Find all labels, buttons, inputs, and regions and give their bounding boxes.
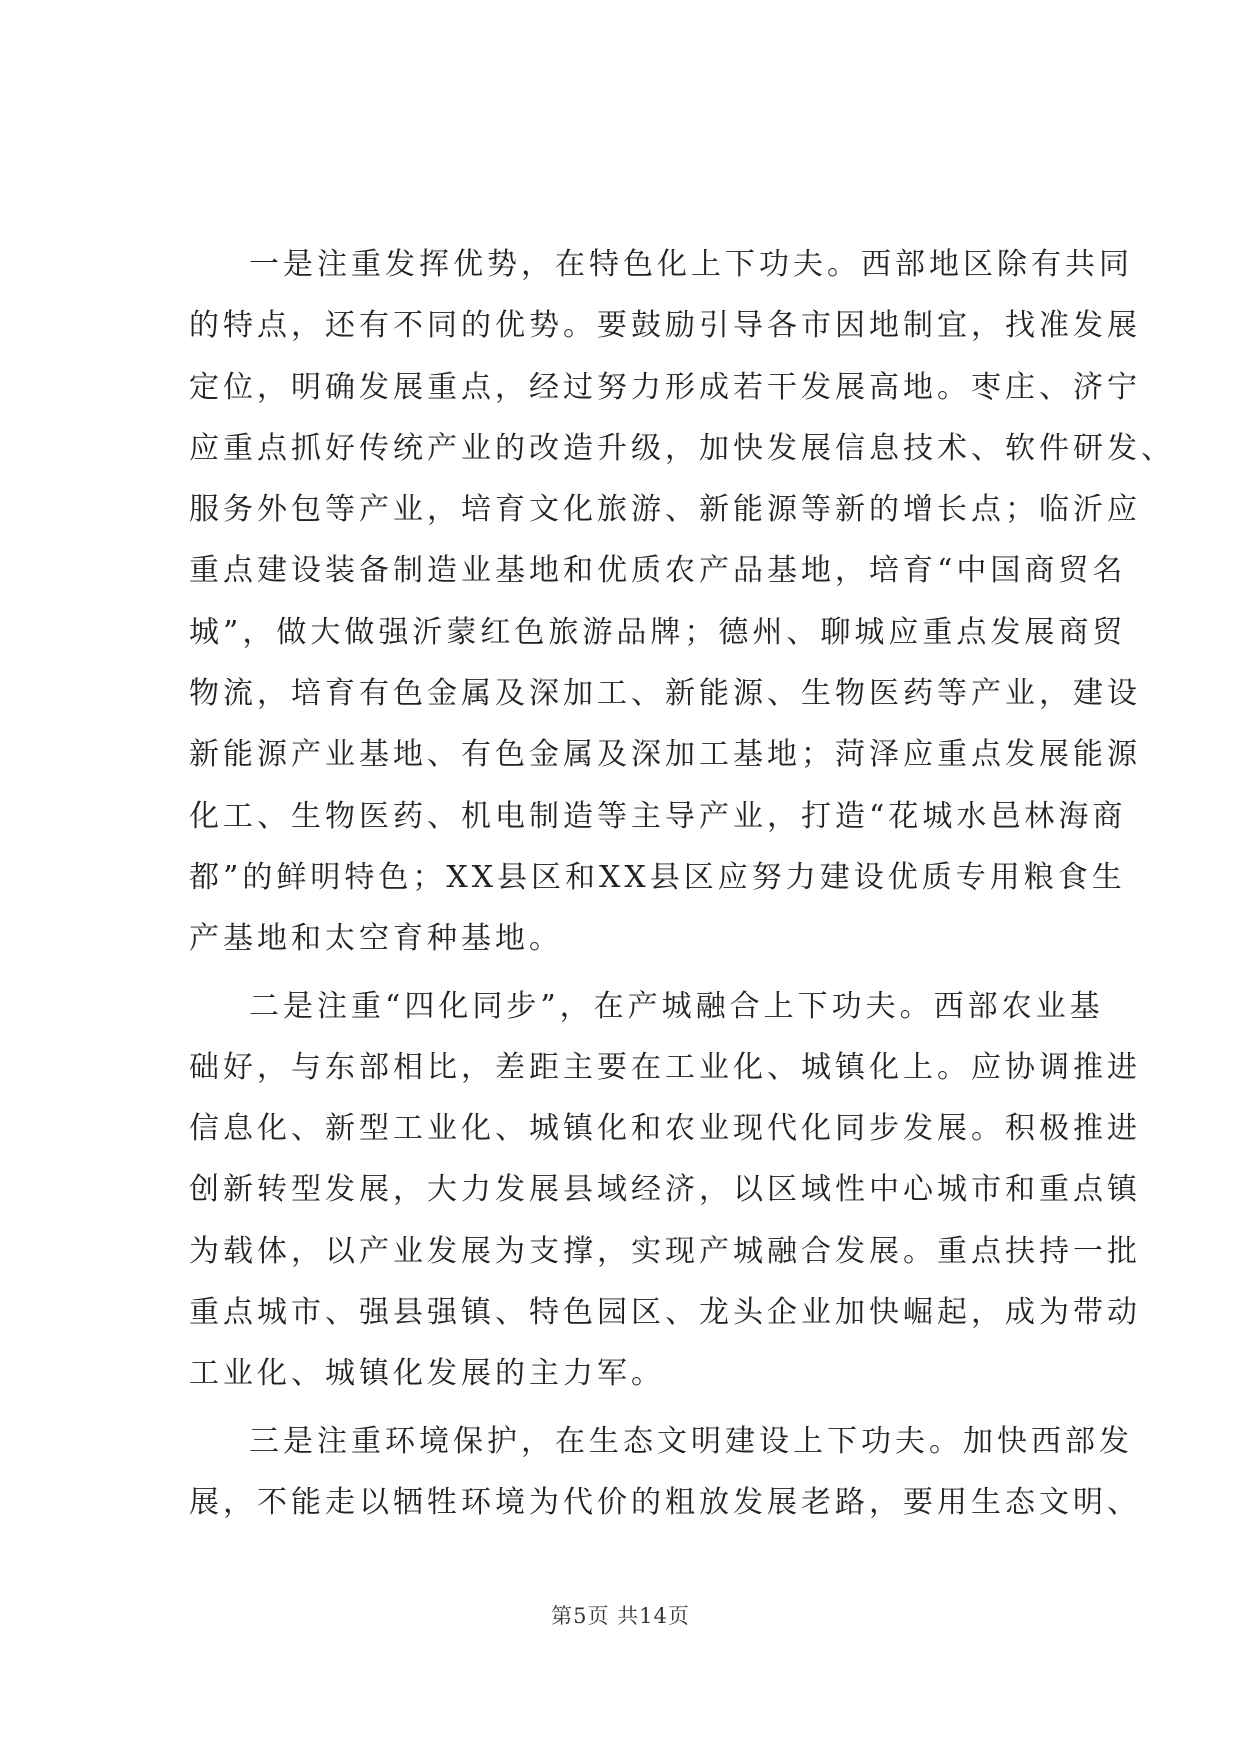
text-line: 定位，明确发展重点，经过努力形成若干发展高地。枣庄、济宁 [189, 369, 1141, 405]
text-line: 一是注重发挥优势，在特色化上下功夫。西部地区除有共同 [249, 247, 1133, 282]
text-line: 化工、生物医药、机电制造等主导产业，打造“花城水邑林海商 [189, 798, 1127, 834]
text-line: 础好，与东部相比，差距主要在工业化、城镇化上。应协调推进 [189, 1049, 1141, 1085]
text-line: 三是注重环境保护，在生态文明建设上下功夫。加快西部发 [249, 1423, 1133, 1459]
text-line: 的特点，还有不同的优势。要鼓励引导各市因地制宜，找准发展 [189, 308, 1141, 344]
text-line: 产基地和太空育种基地。 [189, 921, 563, 957]
text-line: 重点建设装备制造业基地和优质农产品基地，培育“中国商贸名 [189, 553, 1127, 589]
text-line: 重点城市、强县强镇、特色园区、龙头企业加快崛起，成为带动 [189, 1295, 1141, 1331]
text-line: 应重点抓好传统产业的改造升级，加快发展信息技术、软件研发、 [189, 430, 1175, 466]
text-line: 二是注重“四化同步”，在产城融合上下功夫。西部农业基 [249, 988, 1104, 1024]
text-line: 物流，培育有色金属及深加工、新能源、生物医药等产业，建设 [189, 676, 1141, 712]
text-line: 信息化、新型工业化、城镇化和农业现代化同步发展。积极推进 [189, 1111, 1141, 1147]
paragraph-1 [189, 234, 1175, 970]
paragraph-2 [189, 976, 1141, 1405]
document-body [189, 234, 1175, 1539]
text-line: 都”的鲜明特色；XX县区和XX县区应努力建设优质专用粮食生 [189, 859, 1126, 895]
text-line: 展，不能走以牺牲环境为代价的粗放发展老路，要用生态文明、 [189, 1484, 1141, 1520]
page-number-footer: 第5页 共14页 [551, 1604, 690, 1628]
paragraph-3 [189, 1411, 1141, 1534]
text-line: 创新转型发展，大力发展县域经济，以区域性中心城市和重点镇 [189, 1172, 1141, 1208]
text-line: 服务外包等产业，培育文化旅游、新能源等新的增长点；临沂应 [189, 492, 1141, 528]
text-line: 为载体，以产业发展为支撑，实现产城融合发展。重点扶持一批 [189, 1233, 1141, 1269]
text-line: 城”，做大做强沂蒙红色旅游品牌；德州、聊城应重点发展商贸 [189, 614, 1127, 650]
text-line: 工业化、城镇化发展的主力军。 [189, 1356, 665, 1392]
text-line: 新能源产业基地、有色金属及深加工基地；菏泽应重点发展能源 [189, 737, 1141, 773]
